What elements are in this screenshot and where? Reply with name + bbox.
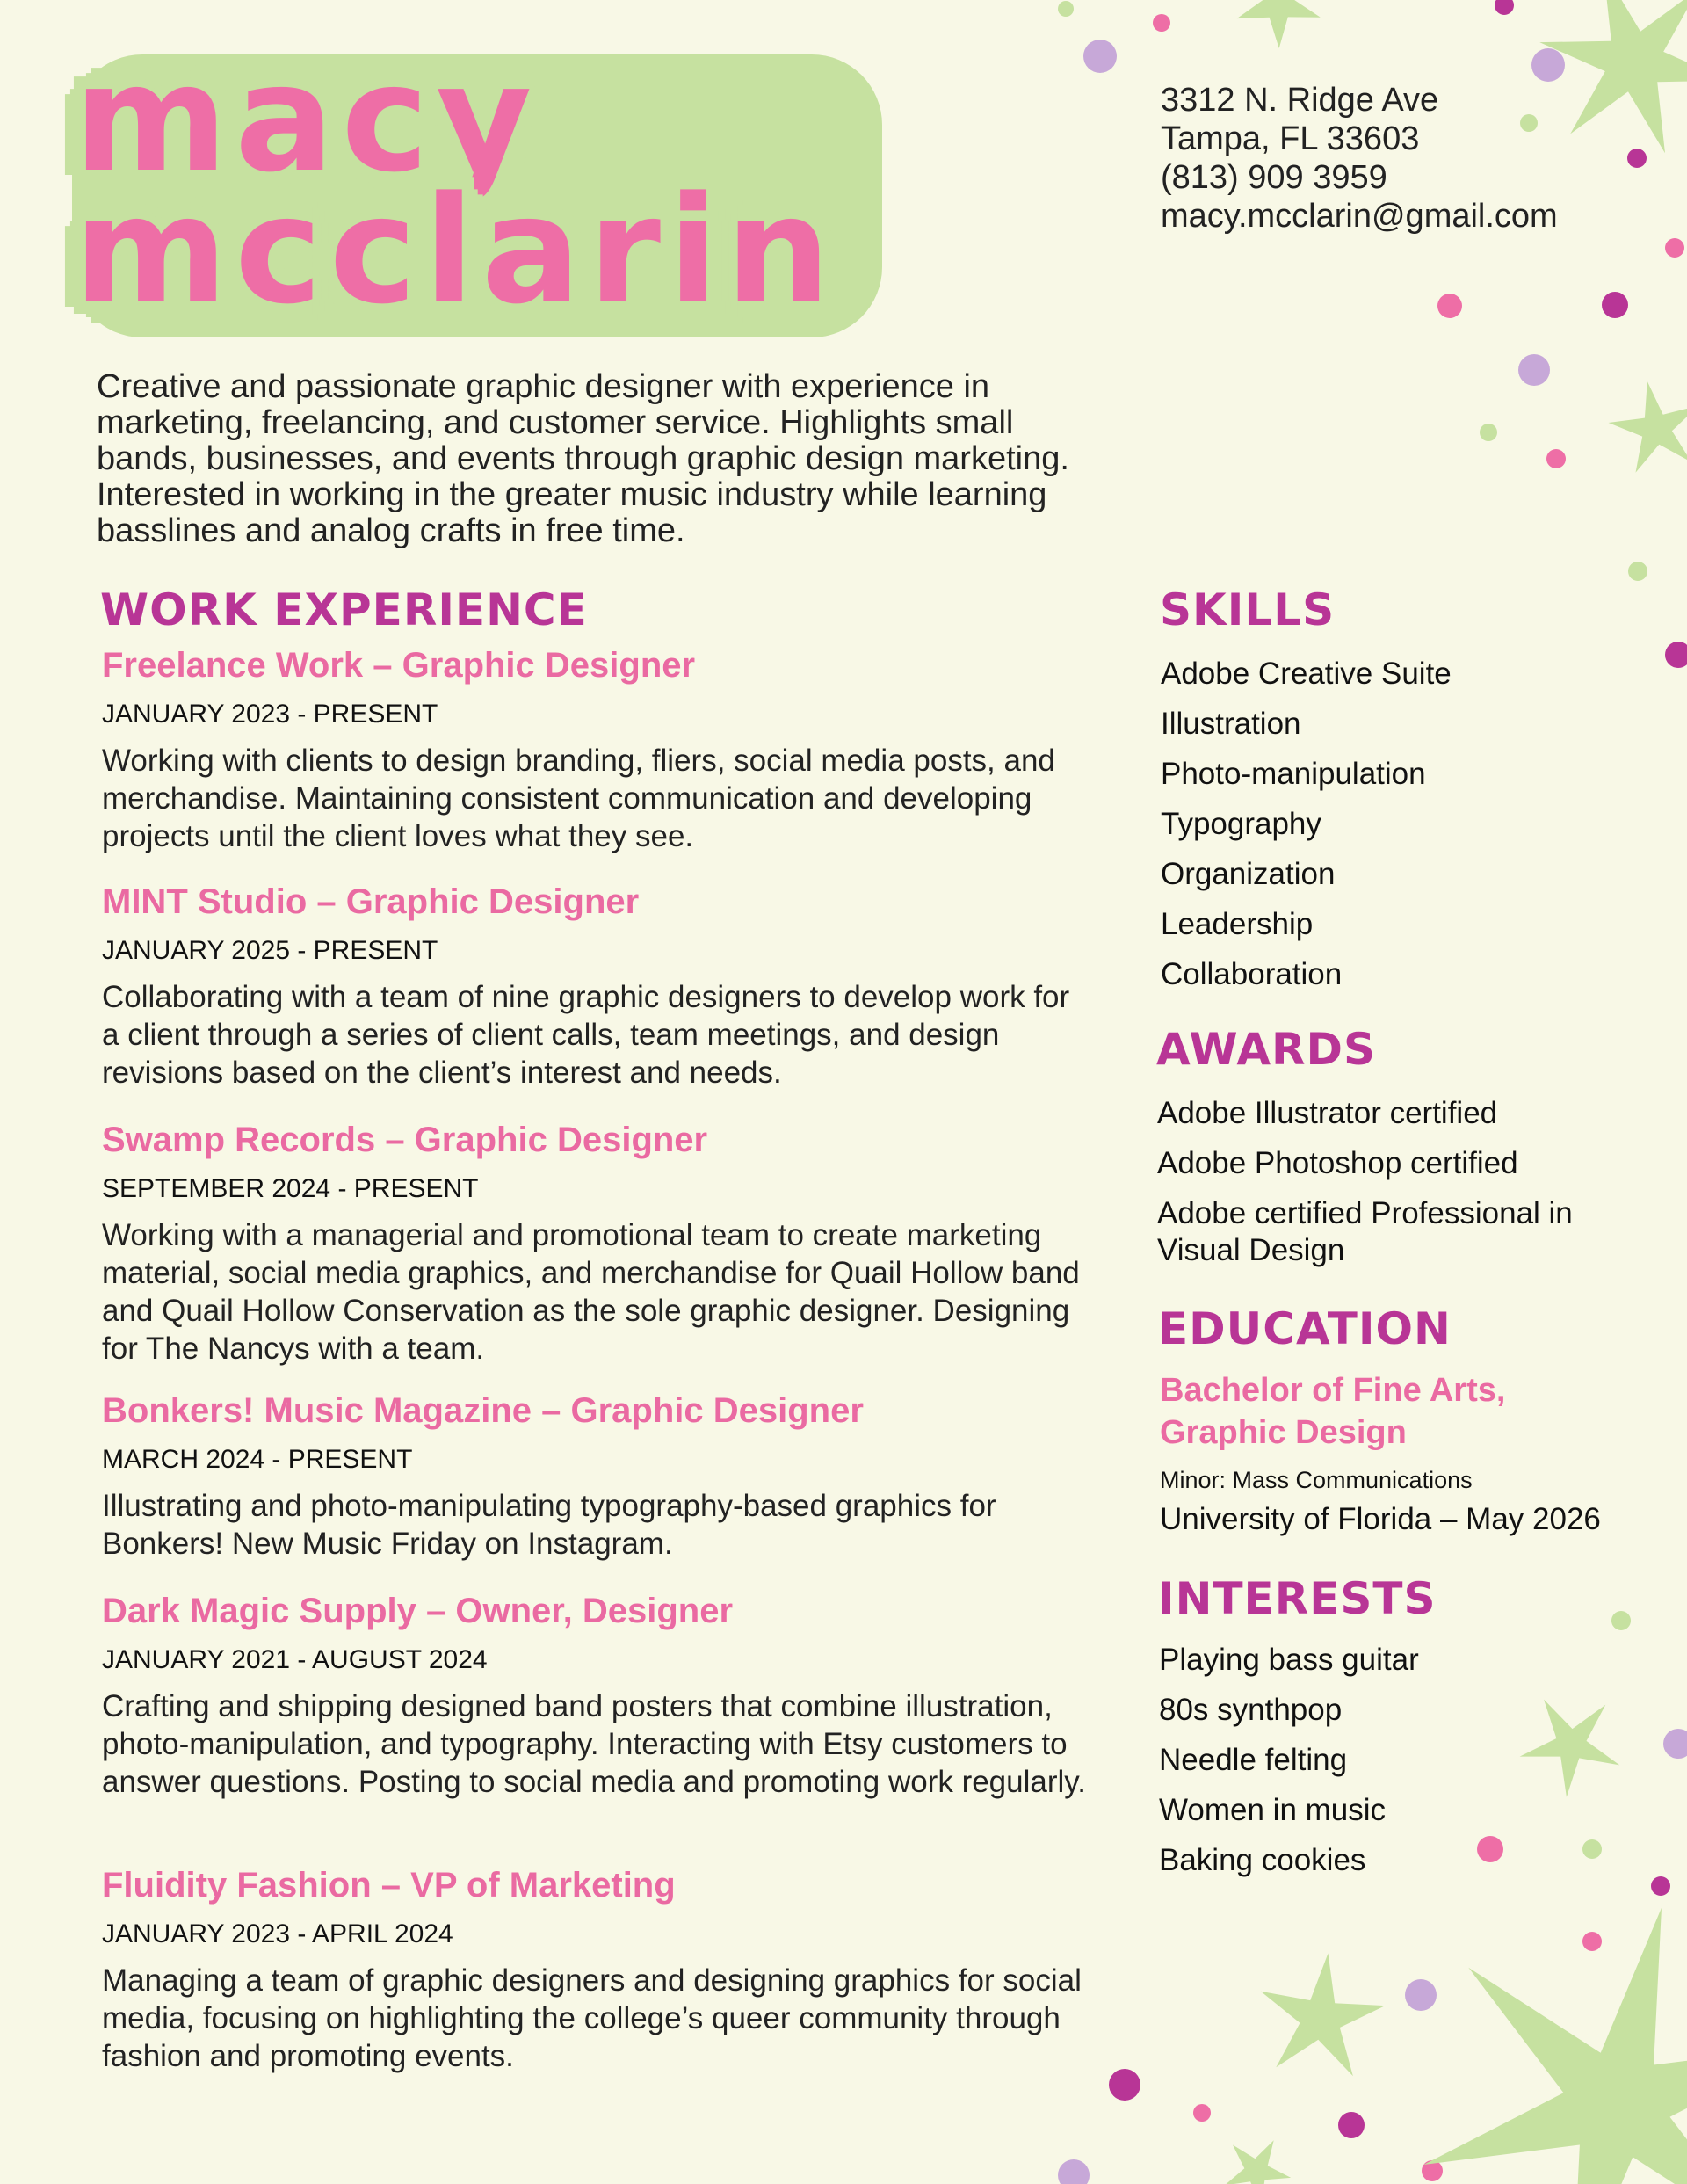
name-last: mcclarin (74, 164, 838, 337)
job-dates: JANUARY 2023 - APRIL 2024 (102, 1919, 453, 1948)
interest-item: Playing bass guitar (1159, 1643, 1419, 1677)
job-entry (102, 1591, 1086, 1801)
skill-item: Typography (1161, 807, 1321, 841)
skill-item: Leadership (1161, 907, 1314, 941)
confetti-dot-icon (1663, 1729, 1687, 1759)
star-icon (1609, 381, 1687, 473)
job-entry (102, 882, 1086, 1092)
contact-phone: (813) 909 3959 (1161, 159, 1387, 196)
confetti-dot-icon (1651, 1876, 1670, 1896)
skill-item: Collaboration (1161, 957, 1343, 991)
interest-item: 80s synthpop (1159, 1693, 1343, 1727)
confetti-dot-icon (1405, 1979, 1437, 2011)
name-block (74, 33, 838, 337)
job-dates: SEPTEMBER 2024 - PRESENT (102, 1174, 479, 1203)
confetti-dot-icon (1628, 562, 1647, 581)
job-dates: MARCH 2024 - PRESENT (102, 1445, 413, 1474)
degree-line-1: Bachelor of Fine Arts, (1160, 1372, 1506, 1409)
confetti-dot-icon (1193, 2104, 1211, 2122)
contact-email: macy.mcclarin@gmail.com (1161, 198, 1558, 235)
skills-list (1161, 649, 1452, 999)
job-entry (102, 1120, 1086, 1368)
confetti-dot-icon (1437, 294, 1462, 318)
job-description: Managing a team of graphic designers and designing graphics for social media, focusing on highlighting the college’s queer community through fashion and promoting events. (102, 1963, 1082, 2073)
skill-item: Adobe Creative Suite (1161, 657, 1452, 691)
skill-item: Photo-manipulation (1161, 757, 1426, 791)
summary-paragraph: Creative and passionate graphic designer with experience in marketing, freelancing, and customer service. Highlights small bands, businesses, and events through graphic design marketing. Interested in working in the greater music industry while learning basslines and analog crafts in free time. (97, 368, 1069, 549)
interests-list (1159, 1635, 1419, 1885)
awards-heading: AWARDS (1156, 1024, 1377, 1075)
job-entry (102, 1865, 1086, 2075)
confetti-dot-icon (1338, 2112, 1365, 2138)
work-experience-heading: WORK EXPERIENCE (100, 584, 588, 635)
contact-street: 3312 N. Ridge Ave (1161, 82, 1439, 119)
star-icon (1237, 0, 1321, 48)
interest-item: Needle felting (1159, 1743, 1348, 1777)
confetti-dot-icon (1422, 2160, 1443, 2181)
education-entry (1160, 1369, 1634, 1538)
confetti-dot-icon (1665, 642, 1687, 668)
name-first: macy (74, 33, 539, 205)
job-dates: JANUARY 2025 - PRESENT (102, 936, 438, 965)
star-icon (1539, 0, 1687, 153)
confetti-dot-icon (1546, 449, 1566, 468)
job-description: Working with a managerial and promotional team to create marketing material, social media graphics, and merchandise for Quail Hollow band and Quail Hollow Conservation as the sole graphic designer. Designing for The Nancys with a team. (102, 1218, 1080, 1366)
degree-line-2: Graphic Design (1160, 1414, 1407, 1451)
confetti-dot-icon (1611, 1611, 1631, 1630)
confetti-dot-icon (1480, 424, 1497, 441)
job-title: Swamp Records – Graphic Designer (102, 1121, 708, 1159)
skills-heading: SKILLS (1160, 584, 1336, 635)
interests-heading: INTERESTS (1158, 1573, 1437, 1624)
skill-item: Illustration (1161, 707, 1301, 741)
confetti-dot-icon (1602, 292, 1628, 318)
school-name: University of Florida – May 2026 (1160, 1502, 1601, 1536)
confetti-dot-icon (1518, 354, 1550, 386)
job-dates: JANUARY 2021 - AUGUST 2024 (102, 1645, 488, 1674)
job-title: Bonkers! Music Magazine – Graphic Designer (102, 1391, 864, 1430)
contact-city: Tampa, FL 33603 (1161, 120, 1420, 157)
confetti-dot-icon (1058, 2159, 1090, 2184)
job-entry (102, 1390, 1086, 1563)
award-item: Adobe Illustrator certified (1157, 1096, 1498, 1130)
education-heading: EDUCATION (1158, 1303, 1452, 1354)
confetti-dot-icon (1582, 1932, 1602, 1951)
confetti-dot-icon (1582, 1839, 1602, 1859)
star-icon (1225, 2140, 1292, 2184)
confetti-dot-icon (1627, 149, 1647, 168)
job-title: Freelance Work – Graphic Designer (102, 646, 696, 685)
award-item: Adobe certified Professional in Visual Design (1157, 1196, 1573, 1267)
interest-item: Baking cookies (1159, 1843, 1366, 1877)
award-item: Adobe Photoshop certified (1157, 1146, 1518, 1180)
interest-item: Women in music (1159, 1793, 1387, 1827)
job-description: Collaborating with a team of nine graphic designers to develop work for a client through a series of client calls, team meetings, and design revisions based on the client’s interest and needs. (102, 980, 1070, 1090)
job-description: Crafting and shipping designed band posters that combine illustration, photo-manipulation, and typography. Interacting with Etsy customers to answer questions. Posting to social media and promoting work regularly. (102, 1689, 1086, 1799)
confetti-dot-icon (1109, 2069, 1140, 2101)
confetti-dot-icon (1477, 1836, 1503, 1862)
job-title: Fluidity Fashion – VP of Marketing (102, 1866, 676, 1905)
skill-item: Organization (1161, 857, 1336, 891)
job-title: Dark Magic Supply – Owner, Designer (102, 1592, 734, 1630)
job-dates: JANUARY 2023 - PRESENT (102, 700, 438, 729)
confetti-dot-icon (1083, 40, 1117, 73)
confetti-dot-icon (1531, 48, 1565, 82)
confetti-dot-icon (1153, 14, 1170, 32)
job-entry (102, 645, 1086, 855)
star-icon (1261, 1954, 1386, 2077)
star-icon (1520, 1700, 1620, 1797)
confetti-dot-icon (1058, 1, 1074, 17)
job-description: Illustrating and photo-manipulating typography-based graphics for Bonkers! New Music Friday on Instagram. (102, 1489, 996, 1561)
confetti-dot-icon (1495, 0, 1514, 15)
job-title: MINT Studio – Graphic Designer (102, 882, 640, 921)
star-icon (1423, 1908, 1687, 2184)
degree-minor: Minor: Mass Communications (1160, 1467, 1473, 1493)
contact-info (1161, 81, 1558, 236)
awards-list (1157, 1088, 1596, 1269)
job-description: Working with clients to design branding, fliers, social media posts, and merchandise. Maintaining consistent communication and developing projects until the client loves what they see. (102, 744, 1055, 853)
confetti-dot-icon (1665, 238, 1684, 258)
